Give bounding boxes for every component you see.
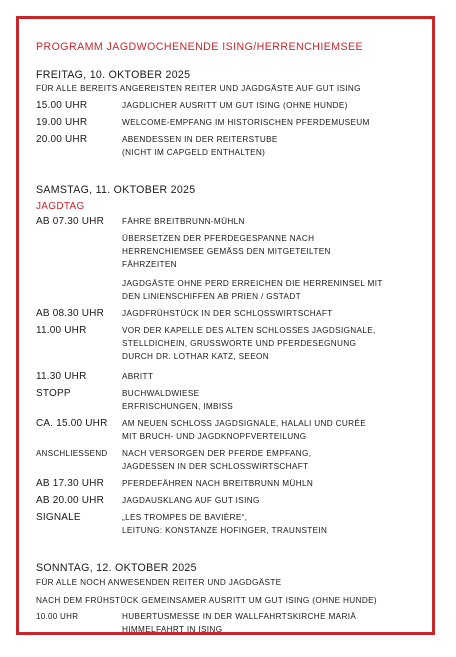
schedule-row (36, 477, 420, 490)
schedule-row (36, 610, 420, 636)
schedule-row (36, 232, 420, 271)
schedule-description (122, 610, 420, 636)
description-line: NACH VERSORGEN DER PFERDE EMPFANG, (122, 449, 312, 458)
sunday-intro-1: FÜR ALLE NOCH ANWESENDEN REITER UND JAGDGÄSTE (36, 578, 282, 587)
schedule-time: 11.00 UHR (36, 325, 87, 336)
schedule-time: 15.00 UHR (36, 100, 88, 111)
description-line: AM NEUEN SCHLOSS JAGDSIGNALE, HALALI UND CURÉE (122, 419, 367, 428)
schedule-description (122, 307, 420, 320)
schedule-description (122, 447, 420, 473)
schedule-row (36, 370, 420, 383)
schedule-description (122, 232, 420, 271)
schedule-time: AB 07.30 UHR (36, 216, 104, 227)
description-line: HERRENCHIEMSEE GEMÄSS DEN MITGETEILTEN (122, 247, 331, 256)
description-line: JAGDGÄSTE OHNE PERD ERREICHEN DIE HERRENINSEL MIT (122, 279, 383, 288)
schedule-time: 19.00 UHR (36, 117, 88, 128)
schedule-description (122, 116, 420, 129)
description-line: PFERDEFÄHREN NACH BREITBRUNN MÜHLN (122, 479, 314, 488)
schedule-row (36, 417, 420, 443)
description-line: JAGDFRÜHSTÜCK IN DER SCHLOSSWIRTSCHAFT (122, 309, 333, 318)
sunday-section (36, 561, 420, 636)
schedule-row (36, 447, 420, 473)
schedule-row (36, 307, 420, 320)
schedule-row (36, 387, 420, 413)
program-title: PROGRAMM JAGDWOCHENENDE ISING/HERRENCHIEMSEE (36, 41, 364, 53)
sunday-heading: SONNTAG, 12. OKTOBER 2025 (36, 562, 197, 574)
description-line: WELCOME-EMPFANG IM HISTORISCHEN PFERDEMUSEUM (122, 118, 370, 127)
schedule-time: 11.30 UHR (36, 371, 87, 382)
description-line: „LES TROMPES DE BAVIÈRE“, (122, 513, 248, 522)
description-line: JAGDESSEN IN DER SCHLOSSWIRTSCHAFT (122, 462, 309, 471)
schedule-time: AB 08.30 UHR (36, 308, 104, 319)
schedule-description (122, 215, 420, 228)
description-line: (NICHT IM CAPGELD ENTHALTEN) (122, 148, 266, 157)
friday-intro: FÜR ALLE BEREITS ANGEREISTEN REITER UND JAGDGÄSTE AUF GUT ISING (36, 84, 361, 93)
schedule-time: 10.00 UHR (36, 612, 79, 621)
schedule-row (36, 277, 420, 303)
description-line: FÄHRZEITEN (122, 260, 177, 269)
schedule-description (122, 477, 420, 490)
friday-section (36, 68, 420, 159)
schedule-row (36, 494, 420, 507)
description-line: ERFRISCHUNGEN, IMBISS (122, 402, 234, 411)
schedule-time: CA. 15.00 UHR (36, 418, 108, 429)
description-line: VOR DER KAPELLE DES ALTEN SCHLOSSES JAGDSIGNALE, (122, 326, 376, 335)
schedule-time: ANSCHLIESSEND (36, 449, 108, 458)
schedule-description (122, 387, 420, 413)
description-line: FÄHRE BREITBRUNN-MÜHLN (122, 217, 245, 226)
schedule-description (122, 277, 420, 303)
program-content (36, 40, 420, 636)
description-line: ABRITT (122, 372, 154, 381)
description-line: JAGDAUSKLANG AUF GUT ISING (122, 496, 260, 505)
friday-schedule (36, 99, 420, 159)
description-line: DURCH DR. LOTHAR KATZ, SEEON (122, 352, 270, 361)
description-line: BUCHWALDWIESE (122, 389, 200, 398)
schedule-row (36, 511, 420, 537)
schedule-description (122, 494, 420, 507)
schedule-description (122, 417, 420, 443)
schedule-time: SIGNALE (36, 512, 81, 523)
description-line: ABENDESSEN IN DER REITERSTUBE (122, 135, 278, 144)
description-line: JAGDLICHER AUSRITT UM GUT ISING (OHNE HUNDE) (122, 101, 348, 110)
sunday-schedule (36, 610, 420, 636)
description-line: ÜBERSETZEN DER PFERDEGESPANNE NACH (122, 234, 315, 243)
schedule-row (36, 133, 420, 159)
schedule-description (122, 324, 420, 363)
saturday-section (36, 183, 420, 537)
saturday-schedule (36, 215, 420, 537)
saturday-heading: SAMSTAG, 11. OKTOBER 2025 (36, 184, 196, 196)
schedule-description (122, 99, 420, 112)
description-line: HUBERTUSMESSE IN DER WALLFAHRTSKIRCHE MARIÄ (122, 612, 357, 621)
sunday-intro-2: NACH DEM FRÜHSTÜCK GEMEINSAMER AUSRITT UM GUT ISING (OHNE HUNDE) (36, 596, 377, 605)
schedule-description (122, 133, 420, 159)
description-line: HIMMELFAHRT IN ISING (122, 625, 223, 634)
description-line: LEITUNG: KONSTANZE HOFINGER, TRAUNSTEIN (122, 526, 328, 535)
schedule-description (122, 511, 420, 537)
schedule-time: AB 20.00 UHR (36, 495, 104, 506)
jagdtag-label: JAGDTAG (36, 201, 85, 212)
schedule-time: 20.00 UHR (36, 134, 88, 145)
schedule-row (36, 116, 420, 129)
schedule-time: AB 17.30 UHR (36, 478, 104, 489)
schedule-time: STOPP (36, 388, 71, 399)
schedule-row (36, 99, 420, 112)
description-line: DEN LINIENSCHIFFEN AB PRIEN / GSTADT (122, 292, 301, 301)
description-line: STELLDICHEIN, GRUSSWORTE UND PFERDESEGNUNG (122, 339, 357, 348)
friday-heading: FREITAG, 10. OKTOBER 2025 (36, 69, 191, 81)
schedule-row (36, 215, 420, 228)
description-line: MIT BRUCH- UND JAGDKNOPFVERTEILUNG (122, 432, 307, 441)
schedule-description (122, 370, 420, 383)
schedule-row (36, 324, 420, 363)
